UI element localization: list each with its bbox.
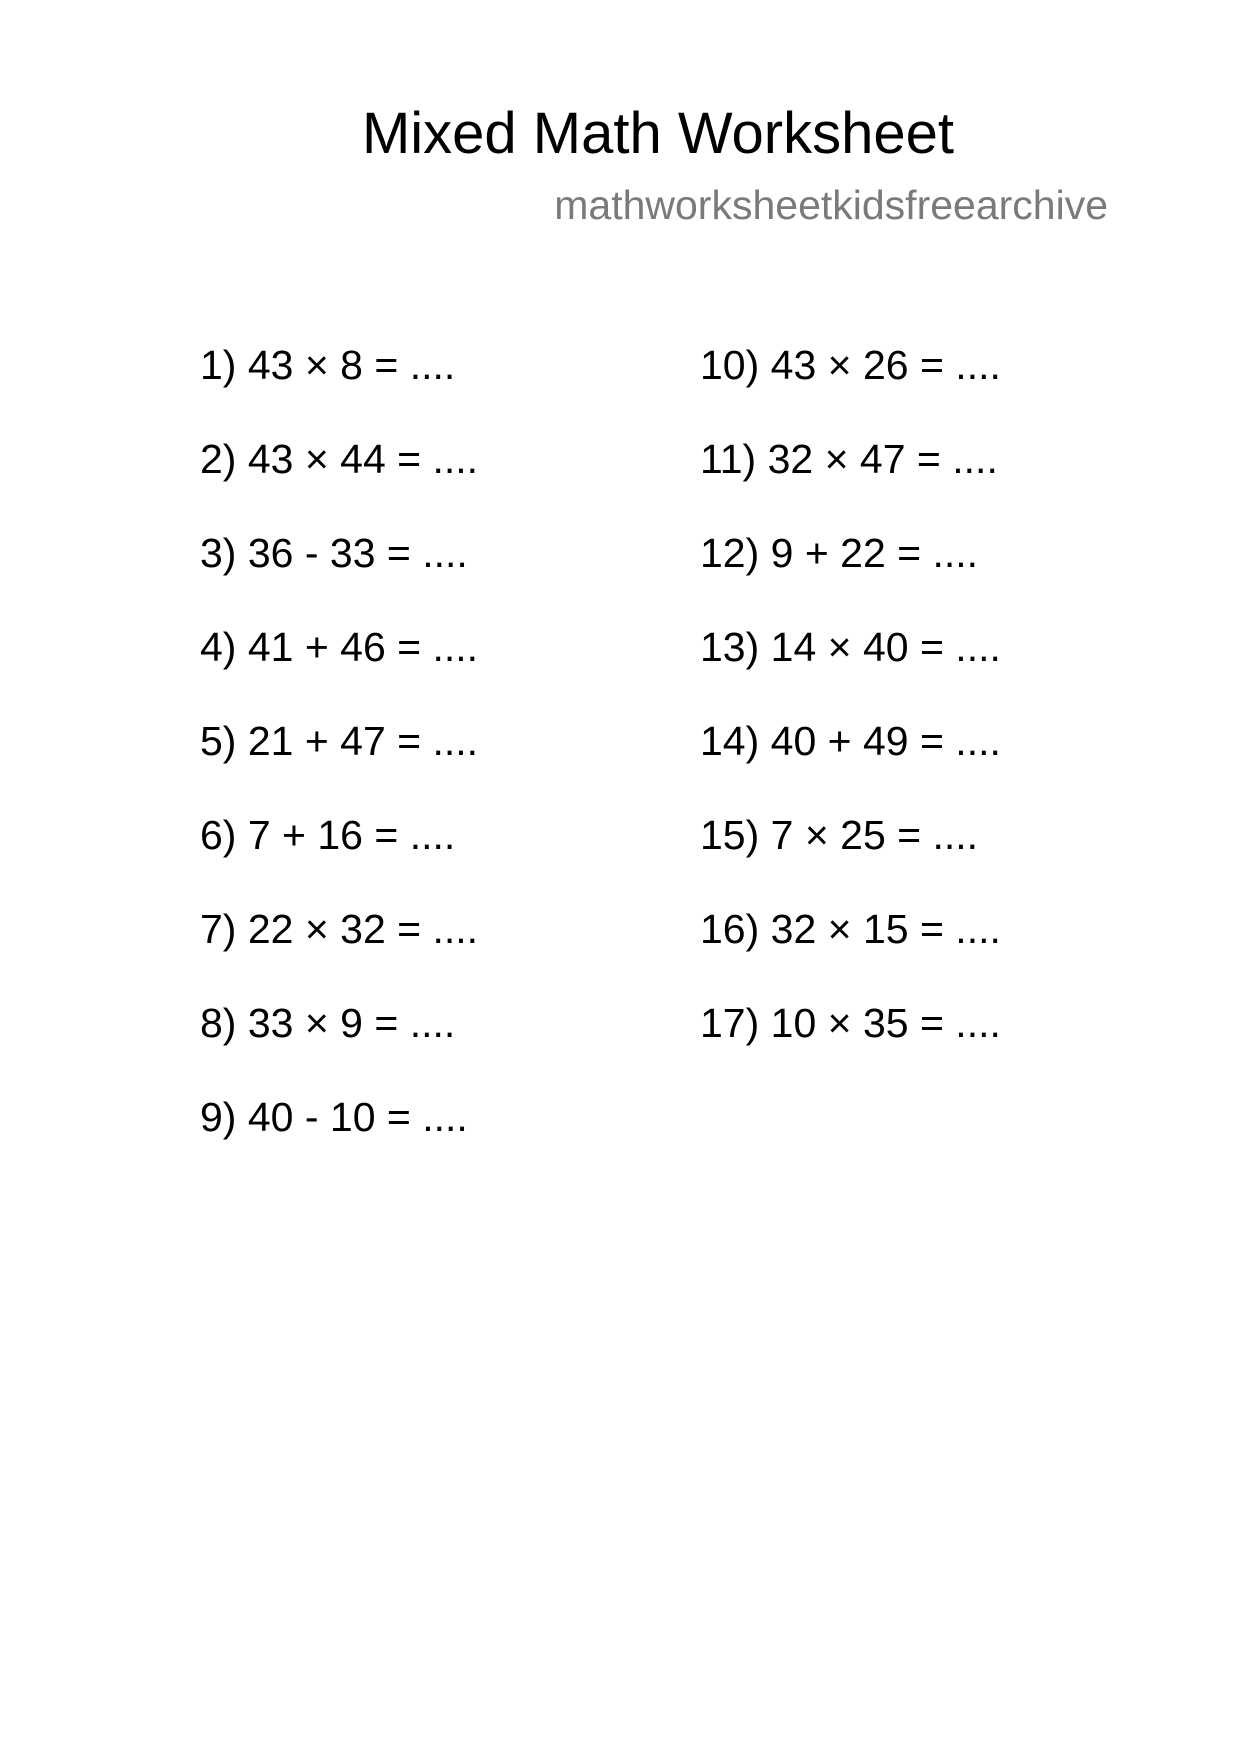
problem-2: 2) 43 × 44 = ....: [200, 436, 479, 482]
problem-12: 12) 9 + 22 = ....: [700, 530, 979, 576]
problem-8: 8) 33 × 9 = ....: [200, 1000, 456, 1046]
problem-10: 10) 43 × 26 = ....: [700, 342, 1001, 388]
problem-6: 6) 7 + 16 = ....: [200, 812, 456, 858]
problem-13: 13) 14 × 40 = ....: [700, 624, 1001, 670]
problem-15: 15) 7 × 25 = ....: [700, 812, 979, 858]
problem-16: 16) 32 × 15 = ....: [700, 906, 1001, 952]
problem-9: 9) 40 - 10 = ....: [200, 1094, 468, 1140]
problem-17: 17) 10 × 35 = ....: [700, 1000, 1001, 1046]
problem-3: 3) 36 - 33 = ....: [200, 530, 468, 576]
problem-1: 1) 43 × 8 = ....: [200, 342, 456, 388]
problem-5: 5) 21 + 47 = ....: [200, 718, 479, 764]
problem-14: 14) 40 + 49 = ....: [700, 718, 1001, 764]
worksheet-source: mathworksheetkidsfreearchive: [554, 182, 1108, 228]
problem-7: 7) 22 × 32 = ....: [200, 906, 479, 952]
worksheet-title: Mixed Math Worksheet: [361, 101, 955, 166]
problem-11: 11) 32 × 47 = ....: [700, 436, 998, 482]
problem-4: 4) 41 + 46 = ....: [200, 624, 479, 670]
